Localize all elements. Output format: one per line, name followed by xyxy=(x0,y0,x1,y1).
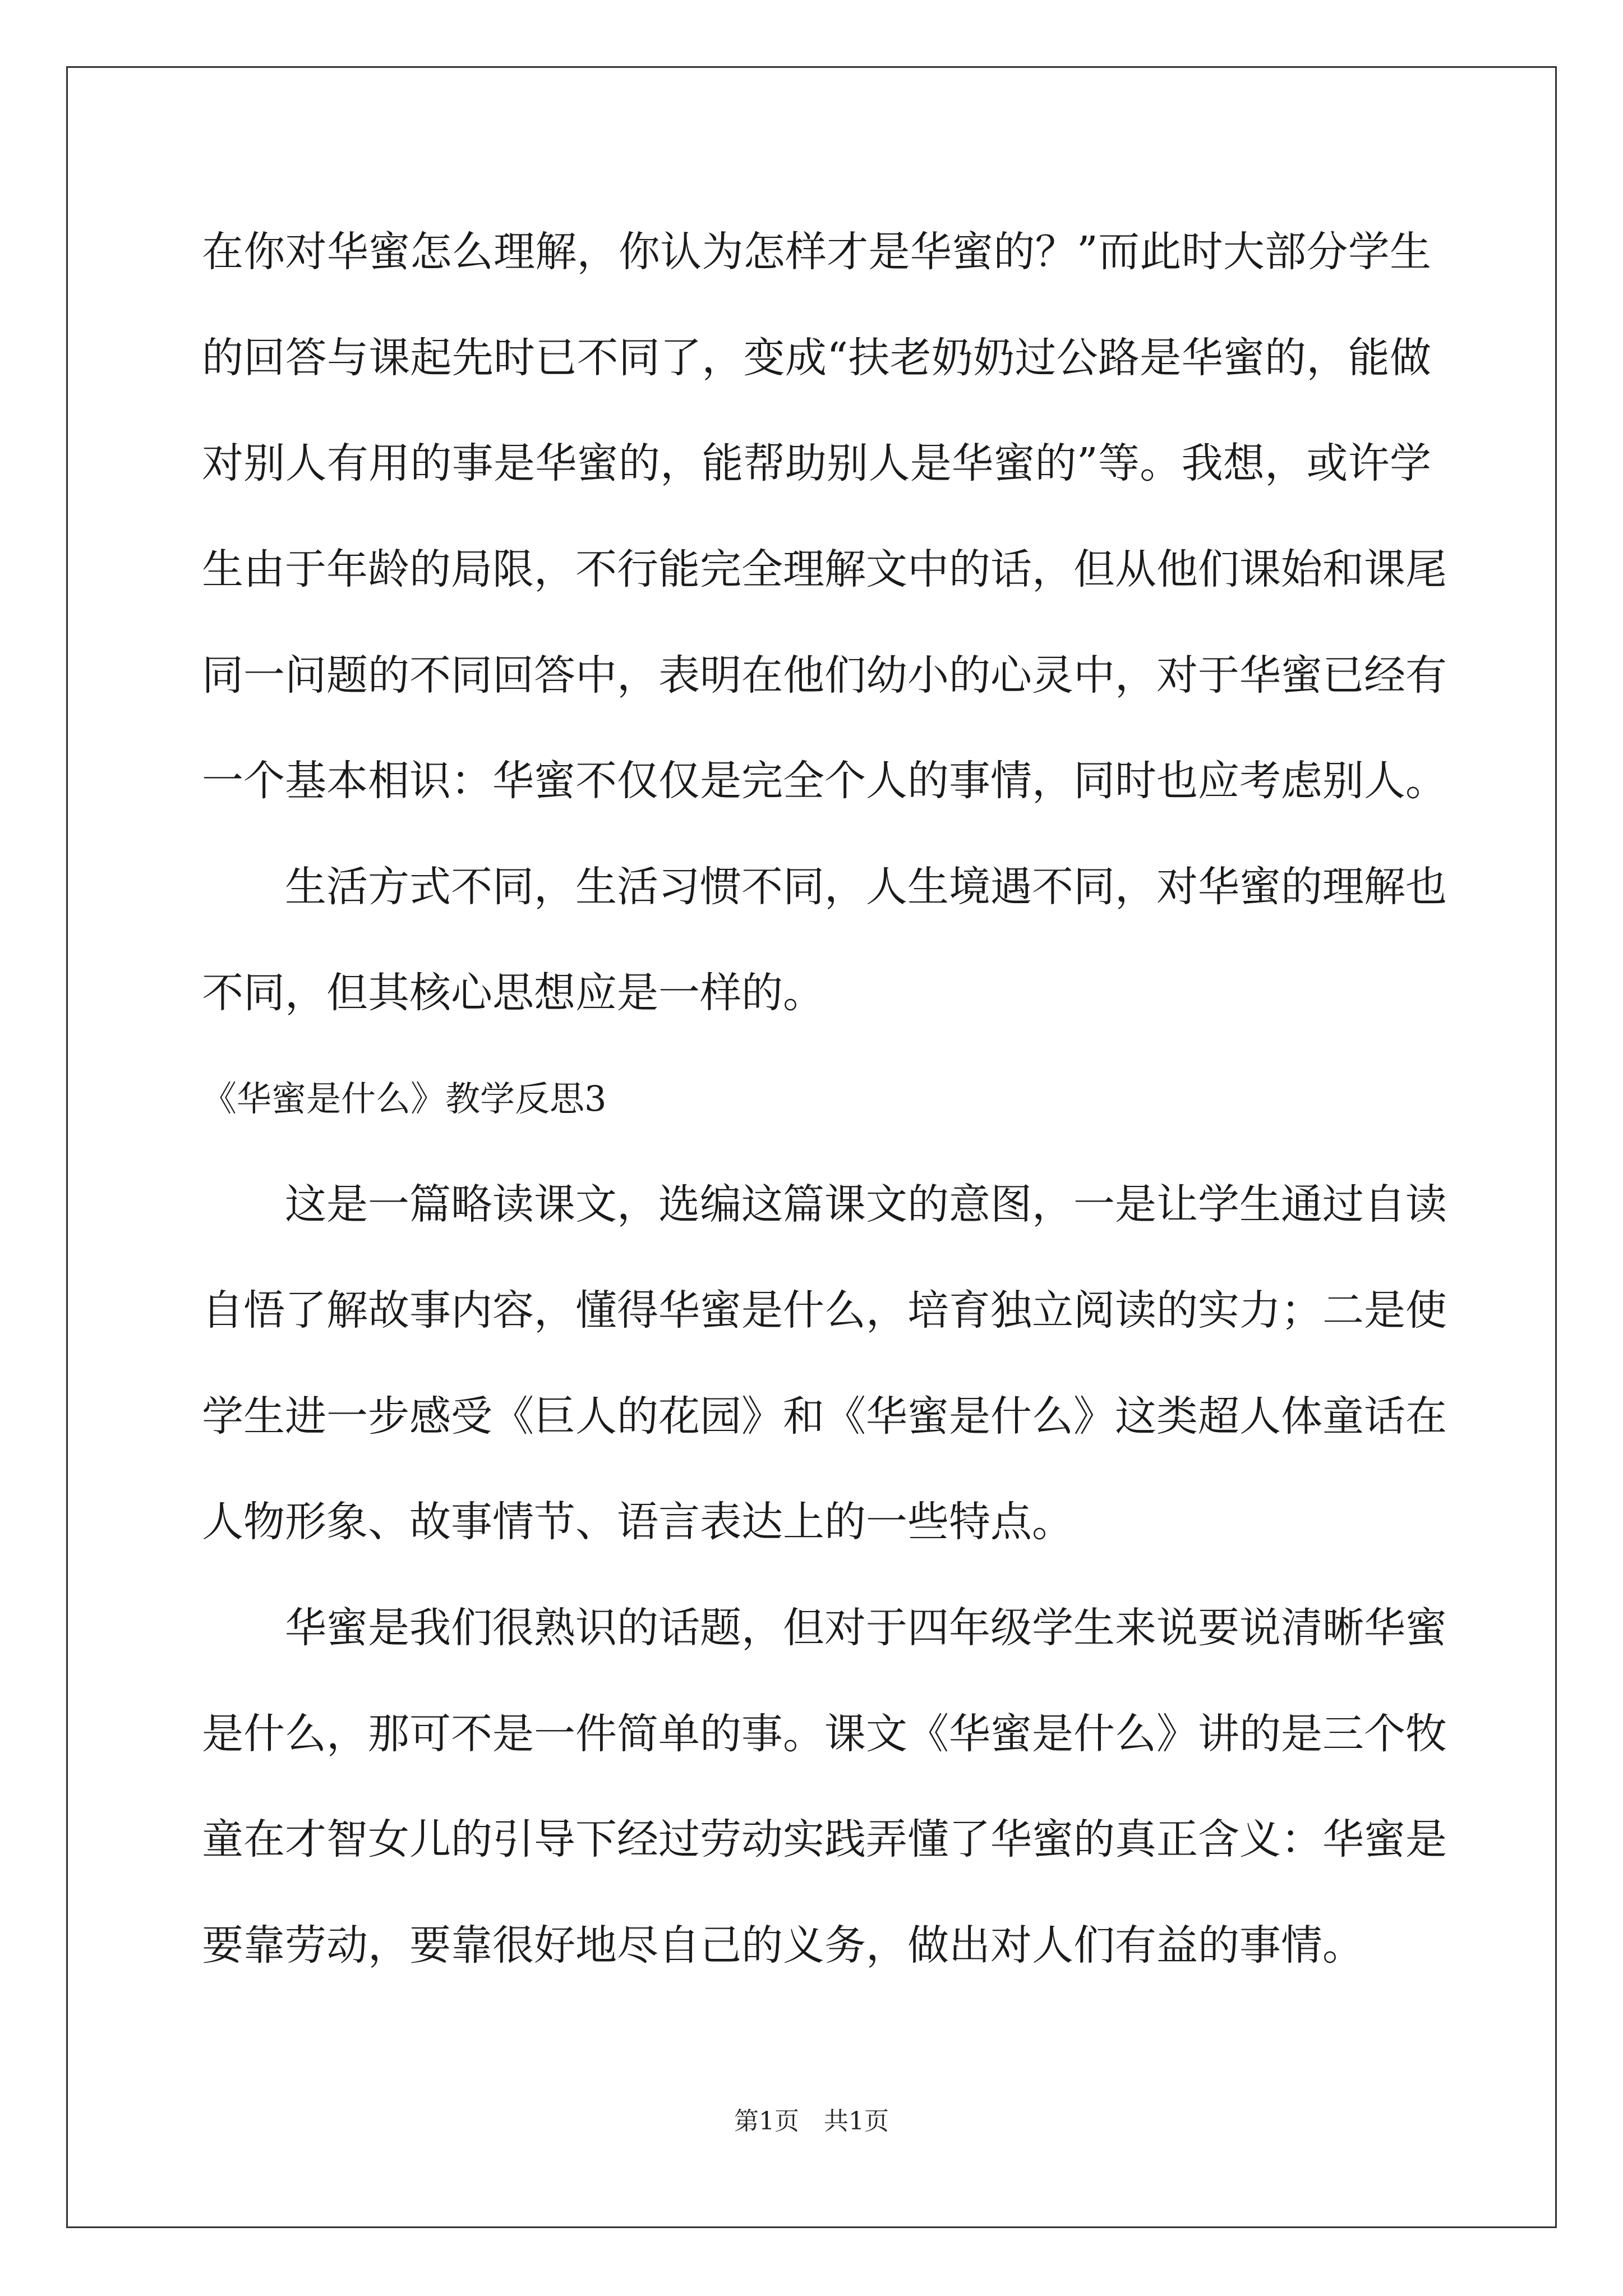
text-line: 华蜜是我们很熟识的话题，但对于四年级学生来说要说清晰华蜜 xyxy=(285,1603,1447,1652)
text-line: 自悟了解故事内容，懂得华蜜是什么，培育独立阅读的实力；二是使 xyxy=(202,1286,1447,1335)
text-line: 不同，但其核心思想应是一样的。 xyxy=(202,968,824,1017)
text-line: 在你对华蜜怎么理解，你认为怎样才是华蜜的？”而此时大部分学生 xyxy=(202,228,1431,276)
text-line: 同一问题的不同回答中，表明在他们幼小的心灵中，对于华蜜已经有 xyxy=(202,651,1447,700)
text-line: 的回答与课起先时已不同了，变成“扶老奶奶过公路是华蜜的，能做 xyxy=(202,333,1431,382)
page-number: 第1页 共1页 xyxy=(734,2107,889,2136)
text-line: 这是一篇略读课文，选编这篇课文的意图，一是让学生通过自读 xyxy=(285,1180,1447,1229)
text-line: 学生进一步感受《巨人的花园》和《华蜜是什么》这类超人体童话在 xyxy=(202,1392,1447,1441)
text-line: 生由于年龄的局限，不行能完全理解文中的话，但从他们课始和课尾 xyxy=(202,545,1447,594)
text-line: 童在才智女儿的引导下经过劳动实践弄懂了华蜜的真正含义：华蜜是 xyxy=(202,1815,1447,1864)
text-line: 一个基本相识：华蜜不仅仅是完全个人的事情，同时也应考虑别人。 xyxy=(202,757,1447,806)
document-body xyxy=(202,199,1447,1999)
section-heading: 《华蜜是什么》教学反思3 xyxy=(202,1078,607,1119)
text-line: 生活方式不同，生活习惯不同，人生境遇不同，对华蜜的理解也 xyxy=(285,863,1447,912)
text-line: 是什么，那可不是一件简单的事。课文《华蜜是什么》讲的是三个牧 xyxy=(202,1709,1447,1758)
text-line: 要靠劳动，要靠很好地尽自己的义务，做出对人们有益的事情。 xyxy=(202,1921,1364,1970)
text-line: 对别人有用的事是华蜜的，能帮助别人是华蜜的”等。我想，或许学 xyxy=(202,439,1431,488)
text-line: 人物形象、故事情节、语言表达上的一些特点。 xyxy=(202,1498,1073,1547)
